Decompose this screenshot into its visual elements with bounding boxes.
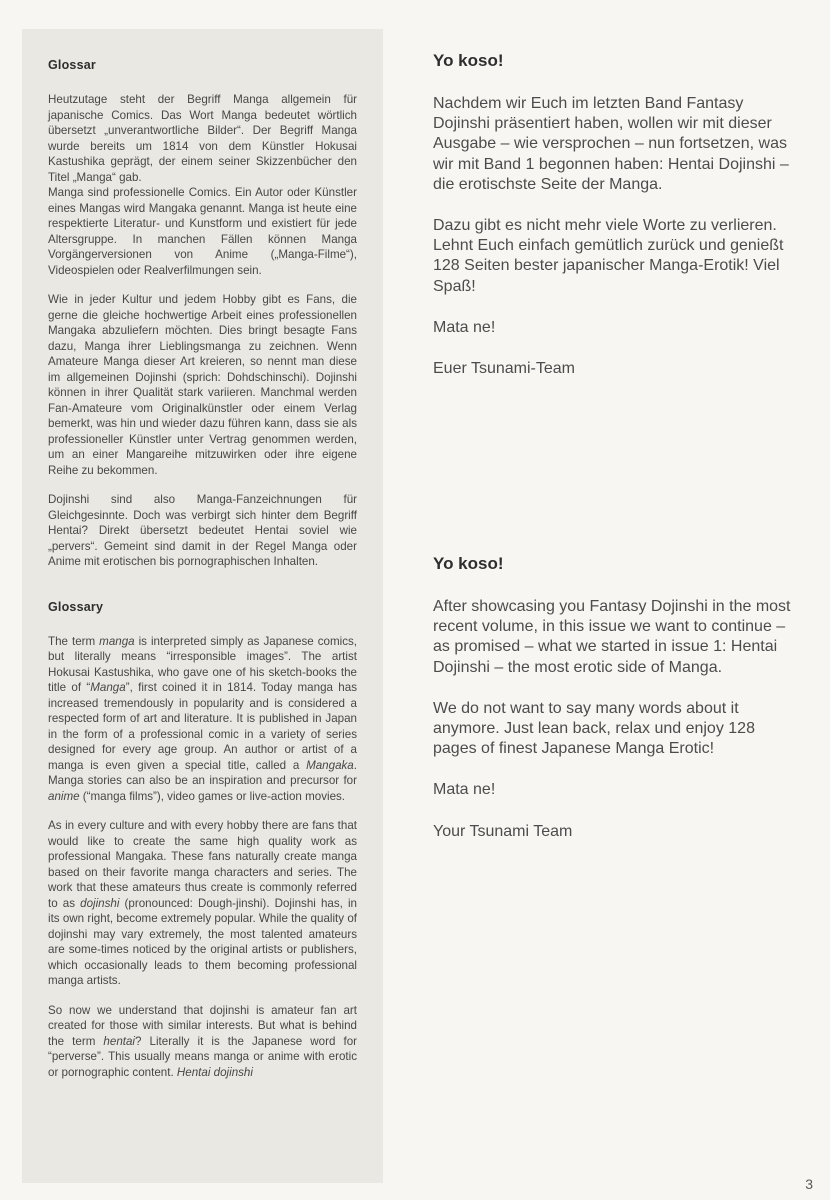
glossary-heading-german: Glossar xyxy=(48,58,96,72)
paragraph: Your Tsunami Team xyxy=(433,822,573,840)
paragraph-block xyxy=(48,634,357,805)
paragraph-block xyxy=(48,92,357,278)
glossary-text-english xyxy=(48,634,357,1081)
paragraph-block xyxy=(48,292,357,478)
paragraph: Nachdem wir Euch im letzten Band Fantasy Dojinshi präsentiert haben, wollen wir mit dieser Ausgabe – wie versprochen – nun fortsetzen, was wir mit Band 1 begonnen haben: Hentai Dojinshi – die erotischste Seite der Manga. xyxy=(433,95,789,193)
paragraph: Mata ne! xyxy=(433,781,496,799)
paragraph: So now we understand that dojinshi is amateur fan art created for those with similar interests. But what is behind the term hentai? Literally it is the Japanese word for “perverse”. This usually means manga or anime with erotic or pornographic content. Hentai dojinshi xyxy=(48,1003,357,1079)
paragraph: Mata ne! xyxy=(433,318,496,336)
paragraph: Wie in jeder Kultur und jedem Hobby gibt es Fans, die gerne die gleiche hochwertige Arbeit eines professionellen Mangaka abzuliefern möchten. Dies bringt besagte Fans dazu, Manga ihrer Lieblingsmanga zu zeichnen. Wenn Amateure Manga dieser Art kreieren, so nennt man diese im allgemeinen Dojinshi (sprich: Dohdschinschi). Dojinshi können in ihrer Qualität stark variieren. Manchmal werden Fan-Amateure vom Originalkünstler oder einem Verlag bemerkt, was hin und wieder dazu führen kann, dass sie als professioneller Künstler unter Vertrag genommen werden, um an einer Mangareihe mitzuwirken oder ihre eigene Reihe zu bekommen. xyxy=(48,293,357,477)
paragraph: The term manga is interpreted simply as Japanese comics, but literally means “irresponsible images”. The artist Hokusai Kastushika, who gave one of his sketch-books the title of “Manga”, first coined it in 1814. Today manga has increased tremendously in popularity and is considered a respected form of art and literature. It is published in Japan in the form of a professional comic in a variety of series designed for every age group. An author or artist of a manga is even given a special title, called a Mangaka. Manga stories can also be an inspiration and precursor for anime (“manga films”), video games or live-action movies. xyxy=(48,634,358,803)
glossary-section-german xyxy=(48,58,357,570)
paragraph-block xyxy=(433,699,797,760)
paragraph: We do not want to say many words about it anymore. Just lean back, relax und enjoy 128 pages of finest Japanese Manga Erotic! xyxy=(433,699,755,758)
editorial-text-english xyxy=(433,597,797,842)
paragraph: As in every culture and with every hobby there are fans that would like to create the same high quality work as professional Mangaka. These fans naturally create manga based on their favorite manga characters and series. The work that these amateurs thus create is commonly referred to as dojinshi (pronounced: Dough-jinshi). Dojinshi has, in its own right, become extremely popular. While the quality of dojinshi may vary extremely, the most talented amateurs are some-times noticed by the original artists or publishers, which occasionally leads to them becoming professional manga artists. xyxy=(48,819,357,987)
paragraph-block xyxy=(433,318,797,338)
paragraph-block xyxy=(433,359,797,379)
paragraph-block xyxy=(433,597,797,678)
editorial-heading-german: Yo koso! xyxy=(433,51,504,70)
paragraph-block xyxy=(433,822,797,842)
paragraph: Heutzutage steht der Begriff Manga allgemein für japanische Comics. Das Wort Manga bedeutet wörtlich übersetzt „unverantwortliche Bilder“. Der Begriff Manga wurde bereits um 1814 von dem Künstler Hokusai Kastushika geprägt, der einem seiner Skizzenbücher den Titel „Manga“ gab. xyxy=(48,93,357,184)
editorial-section-english xyxy=(433,553,797,842)
paragraph-block xyxy=(48,492,357,570)
editorial-text-german xyxy=(433,94,797,379)
glossary-section-english xyxy=(48,600,357,1081)
paragraph-block xyxy=(48,1003,357,1081)
glossary-heading-english: Glossary xyxy=(48,599,104,614)
paragraph: After showcasing you Fantasy Dojinshi in the most recent volume, in this issue we want to continue – as promised – what we started in issue 1: Hentai Dojinshi – the most erotic side of Manga. xyxy=(433,598,791,676)
page-number: 3 xyxy=(805,1176,813,1192)
glossary-text-german xyxy=(48,92,357,570)
paragraph-block xyxy=(433,94,797,195)
glossary-box xyxy=(22,29,383,1183)
paragraph-block xyxy=(433,216,797,297)
paragraph-block xyxy=(48,818,357,989)
paragraph: Euer Tsunami-Team xyxy=(433,360,575,378)
paragraph: Manga sind professionelle Comics. Ein Autor oder Künstler eines Mangas wird Mangaka genannt. Manga ist heute eine respektierte Literatur- und Kunstform und existiert für jede Altersgruppe. In manchen Fällen können Manga Vorgängerversionen von Anime („Manga-Filme“), Videospielen oder Realverfilmungen sein. xyxy=(48,186,357,277)
editorial-section-german xyxy=(433,50,797,379)
paragraph: Dojinshi sind also Manga-Fanzeichnungen für Gleichgesinnte. Doch was verbirgt sich hinter dem Begriff Hentai? Direkt übersetzt bedeutet Hentai soviel wie „pervers“. Gemeint sind damit in der Regel Manga oder Anime mit erotischen bis pornographischen Inhalten. xyxy=(48,493,357,568)
paragraph-block xyxy=(433,780,797,800)
editorial-heading-english: Yo koso! xyxy=(433,554,504,573)
paragraph: Dazu gibt es nicht mehr viele Worte zu verlieren. Lehnt Euch einfach gemütlich zurück und genießt 128 Seiten bester japanischer Manga-Erotik! Viel Spaß! xyxy=(433,217,784,295)
